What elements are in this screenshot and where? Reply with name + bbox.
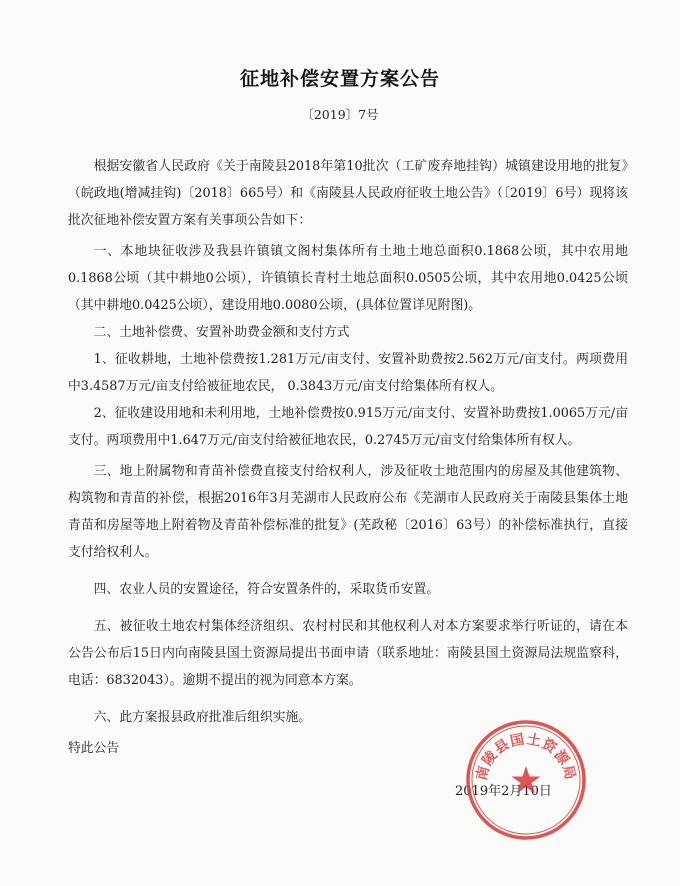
section-2-item-2: 2、征收建设用地和未利用地，土地补偿费按0.915万元/亩支付、安置补助费按1.0065万元/亩支付。两项费用中1.647万元/亩支付给被征地农民，0.2745万元/亩支付给集体所有权人。	[68, 406, 628, 448]
notice-body	[68, 153, 628, 762]
svg-text:南陵县国土资源局: 南陵县国土资源局	[473, 731, 579, 783]
section-2-item-1: 1、征收耕地，土地补偿费按1.281万元/亩支付、安置补助费按2.562万元/亩支付。两项费用中3.4587万元/亩支付给被征地农民， 0.3843万元/亩支付给集体所有权人。	[68, 352, 628, 394]
section-3-paragraph: 三、地上附属物和青苗补偿费直接支付给权利人，涉及征收土地范围内的房屋及其他建筑物、构筑物和青苗的补偿，根据2016年3月芜湖市人民政府公布《芜湖市人民政府关于南陵县集体土地青苗和房屋等地上附着物及青苗补偿标准的批复》(芜政秘〔2016〕63号）的补偿标准执行，直接支付给权利人。	[68, 464, 628, 560]
closing-line: 特此公告	[68, 741, 120, 756]
section-1-paragraph: 一、本地块征收涉及我县许镇镇文阁村集体所有土地土地总面积0.1868公顷，其中农用地0.1868公顷（其中耕地0公顷），许镇镇长青村土地总面积0.0505公顷，其中农用地0.0425公顷（其中耕地0.0425公顷），建设用地0.0080公顷，(具体位置详见附图)。	[68, 244, 628, 313]
section-6-paragraph: 六、此方案报县政府批准后组织实施。	[93, 710, 312, 725]
section-4-paragraph: 四、农业人员的安置途径，符合安置条件的，采取货币安置。	[93, 582, 440, 597]
document-number: 〔2019〕7号	[301, 107, 379, 122]
notice-title: 征地补偿安置方案公告	[239, 68, 440, 90]
intro-paragraph: 根据安徽省人民政府《关于南陵县2018年第10批次（工矿废弃地挂钩）城镇建设用地的批复》（皖政地(增减挂钩)〔2018〕665号）和《南陵县人民政府征收土地公告》（〔2019〕6号）现将该批次征地补偿安置方案有关事项公告如下：	[68, 159, 628, 228]
issue-date: 2019年2月10日	[455, 784, 552, 799]
seal-star-icon	[512, 766, 541, 794]
section-2-heading: 二、土地补偿费、安置补助费金额和支付方式	[93, 325, 350, 340]
section-5-paragraph: 五、被征收土地农村集体经济组织、农村村民和其他权利人对本方案要求举行听证的，请在本公告公布后15日内向南陵县国土资源局提出书面申请（联系地址：南陵县国土资源局法规监察科，电话：6832043）。逾期不提出的视为同意本方案。	[68, 619, 628, 688]
official-seal-stamp	[464, 718, 588, 842]
